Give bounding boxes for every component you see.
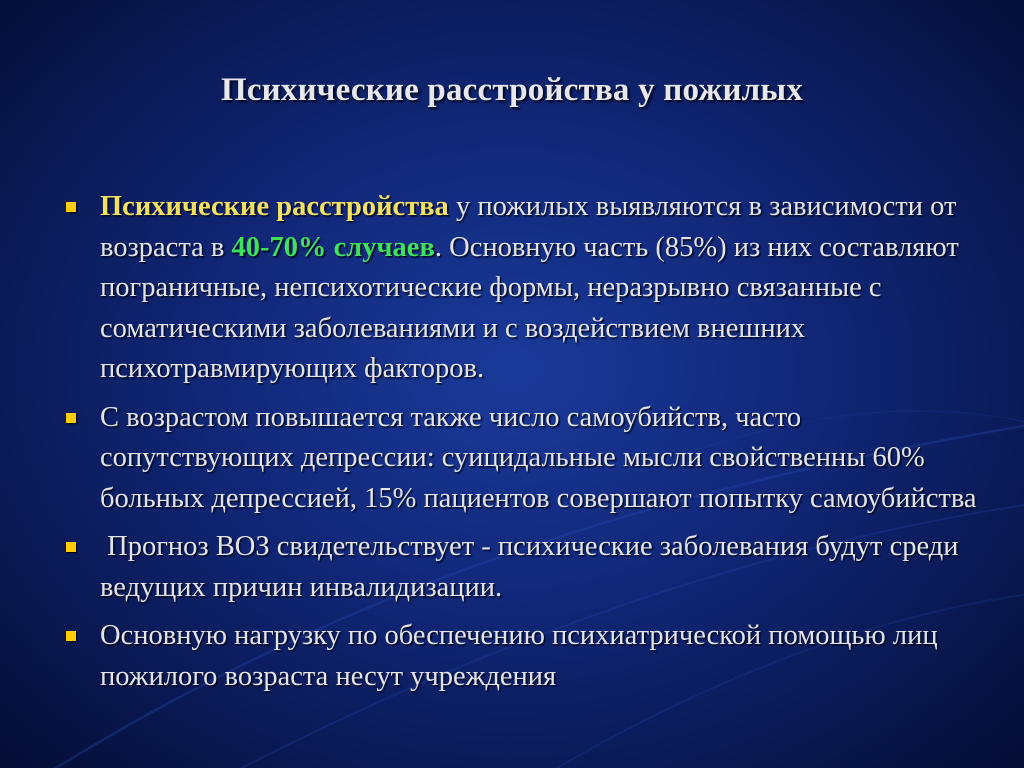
bullet-item <box>62 187 982 390</box>
square-bullet-icon <box>66 413 76 423</box>
bullet-item <box>62 398 982 520</box>
square-bullet-icon <box>66 202 76 212</box>
bullet-item <box>62 616 982 697</box>
square-bullet-icon <box>66 542 76 552</box>
slide-title: Психические расстройства у пожилых <box>220 72 804 108</box>
bullet-text: Основную нагрузку по обеспечению психиатрической помощью лиц пожилого возраста несут учреждения <box>100 620 938 692</box>
highlight-term: Психические расстройства <box>100 191 449 222</box>
bullet-text: С возрастом повышается также число самоубийств, часто сопутствующих депрессии: суицидальные мысли свойственны 60% больных депрессией, 15% пациентов совершают попытку самоубийства <box>100 401 977 514</box>
bullet-text: у пожилых выявляются в зависимости от возраста в <box>100 191 957 263</box>
bullet-list <box>62 187 982 705</box>
square-bullet-icon <box>66 631 76 641</box>
highlight-percent: 40-70% случаев <box>231 231 435 263</box>
bullet-text: . Основную часть (85%) из них составляют пограничные, непсихотические формы, неразрывно связанные с соматическими заболеваниями и с воздействием внешних психотравмирующих факторов. <box>100 231 959 384</box>
bullet-text: Прогноз ВОЗ свидетельствует - психические заболевания будут среди ведущих причин инвалидизации. <box>100 531 966 603</box>
bullet-item <box>62 527 982 608</box>
